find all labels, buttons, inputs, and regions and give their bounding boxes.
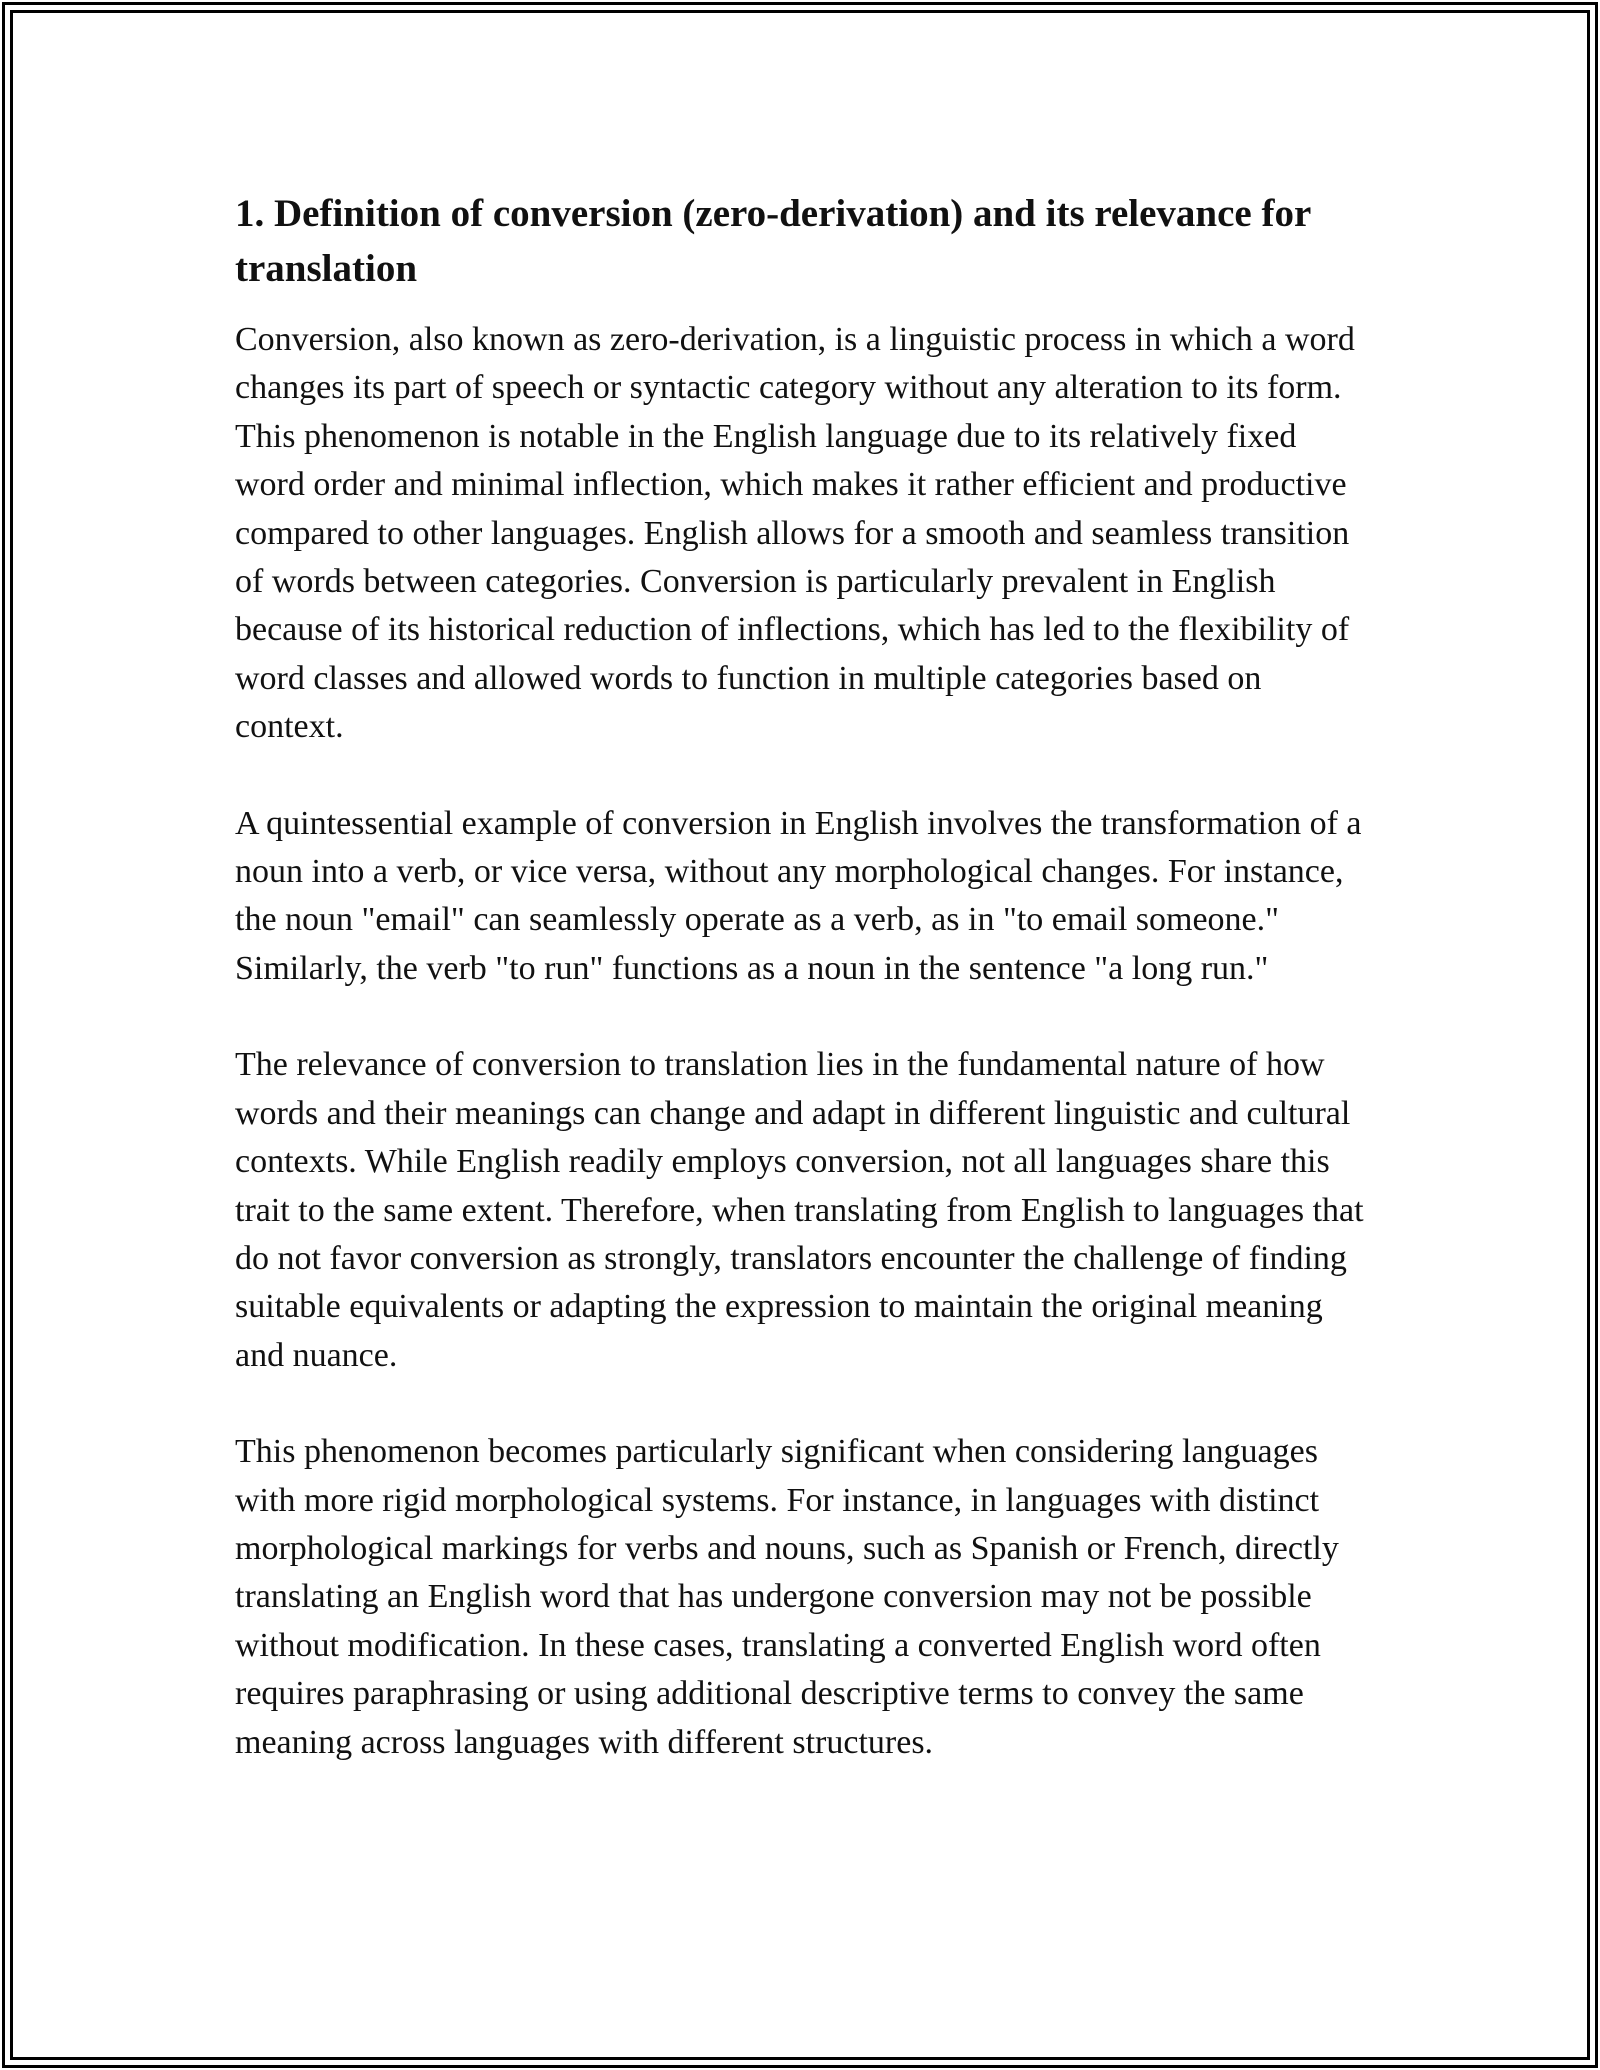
paragraph-relevance: The relevance of conversion to translation lies in the fundamental nature of how words and their meanings can change and adapt in different linguistic and cultural contexts. While English readily employs conversion, not all languages share this trait to the same extent. Therefore, when translating from English to languages that do not favor conversion as strongly, translators encounter the challenge of finding suitable equivalents or adapting the expression to maintain the original meaning and nuance. (235, 1046, 1364, 1374)
section-heading: 1. Definition of conversion (zero-derivation) and its relevance for translation (235, 192, 1311, 290)
paragraph-example: A quintessential example of conversion in English involves the transformation of a noun into a verb, or vice versa, without any morphological changes. For instance, the noun "email" can seamlessly operate as a verb, as in "to email someone." Similarly, the verb "to run" functions as a noun in the sentence "a long run." (235, 804, 1362, 987)
document-body (235, 186, 1370, 1767)
paragraph-morphology: This phenomenon becomes particularly significant when considering languages with more rigid morphological systems. For instance, in languages with distinct morphological markings for verbs and nouns, such as Spanish or French, directly translating an English word that has undergone conversion may not be possible without modification. In these cases, translating a converted English word often requires paraphrasing or using additional descriptive terms to convey the same meaning across languages with different structures. (235, 1433, 1339, 1761)
paragraph-definition: Conversion, also known as zero-derivation, is a linguistic process in which a word changes its part of speech or syntactic category without any alteration to its form. This phenomenon is notable in the English language due to its relatively fixed word order and minimal inflection, which makes it rather efficient and productive compared to other languages. English allows for a smooth and seamless transition of words between categories. Conversion is particularly prevalent in English because of its historical reduction of inflections, which has led to the flexibility of word classes and allowed words to function in multiple categories based on context. (235, 321, 1355, 746)
